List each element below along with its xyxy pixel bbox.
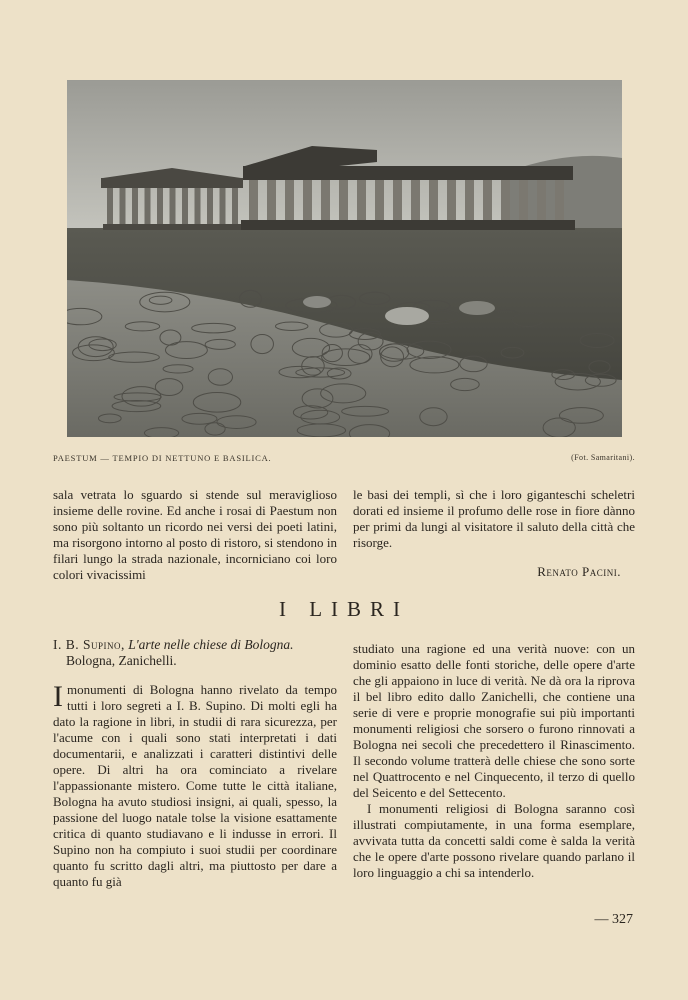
basilica-column (220, 188, 226, 224)
temple-column (465, 180, 474, 220)
basilica-column (195, 188, 201, 224)
basilica-column (145, 188, 151, 224)
temple-column (375, 180, 384, 220)
temple-column (285, 180, 294, 220)
article-paragraph: sala vetrata lo sguardo si stende sul meraviglioso insieme delle rovine. Ed anche i rosai di Paestum non sono più soltanto un ricordo nei versi dei poeti latini, ma risorgono intorno al posto di ristoro, si stendono in filari lungo la strada nazionale, incorniciano coi loro colori vivacissimi (53, 487, 337, 582)
article-end-right-column (353, 487, 635, 551)
review-paragraph-text: monumenti di Bologna hanno rivelato da tempo tutti i loro segreti a I. B. Supino. Di molti egli ha dato la ragione in libri, in studii di rara sicurezza, per l'acume con i quali sono stati interpretati i dati documentarii, e analizzati i caratteri distintivi delle opere. Di altri ha ora cominciato a rivelare l'appassionante mistero. Come tutte le città italiane, Bologna ha avuto studiosi insigni, ai quali, spesso, la passione del luogo natale tolse la visione esattamente critica di quanto studiavano e li indusse in errori. Il Supino non ha compiuto i suoi studii per coordinare quanto fu scritto dagli altri, ma piuttosto per dare a quanto fu già (53, 682, 337, 889)
photo-credit: (Fot. Samaritani). (571, 453, 635, 462)
temple-column (537, 180, 546, 220)
author-signature: Renato Pacini. (537, 564, 621, 579)
article-paragraph: le basi dei templi, sì che i loro giganteschi scheletri dorati ed insieme il profumo delle rose in fiore dànno per primi da lungi al visitatore il saluto della città che risorge. (353, 487, 635, 550)
basilica-column (207, 188, 213, 224)
review-paragraph: studiato una ragione ed una verità nuove: con un dominio esatto delle fonti storiche, delle opere d'arte che gli appaiono in luce di verità. Ne dà ora la riprova il bel libro edito dallo Zanichelli, che contiene una serie di vere e proprie monografie sui più importanti monumenti religiosi che sorsero o furono rinnovati a Bologna nei secoli che precedettero il Rinascimento. Il secondo volume tratterà delle chiese che sono sorte nel Quattrocento e nel Cinquecento, il terzo di quello del Seicento e del Settecento. (353, 641, 635, 800)
book-author: I. B. Supino, (53, 637, 125, 652)
basilica-column (232, 188, 238, 224)
book-reference (53, 637, 343, 669)
temple-column (393, 180, 402, 220)
review-left-column (53, 682, 337, 890)
temple-column (411, 180, 420, 220)
basilica-column (182, 188, 188, 224)
review-right-column (353, 641, 635, 881)
temple-column (555, 180, 564, 220)
section-title: I LIBRI (278, 597, 410, 621)
temple-column (357, 180, 366, 220)
temple-column (519, 180, 528, 220)
temple-column (501, 180, 510, 220)
basilica-column (107, 188, 113, 224)
temple-column (249, 180, 258, 220)
temple-column (267, 180, 276, 220)
temple-column (321, 180, 330, 220)
temple-column (429, 180, 438, 220)
temple-column (303, 180, 312, 220)
temple-photograph-illustration (67, 80, 622, 437)
basilica-column (170, 188, 176, 224)
temple-column (339, 180, 348, 220)
book-title: L'arte nelle chiese di Bologna. (128, 637, 294, 652)
drop-cap: I (53, 680, 63, 713)
photo-caption: PAESTUM — TEMPIO DI NETTUNO E BASILICA. (53, 453, 272, 463)
article-end-left-column (53, 487, 337, 583)
basilica-column (120, 188, 126, 224)
temple-column (483, 180, 492, 220)
paestum-temple-photo (67, 80, 622, 437)
temple-column (447, 180, 456, 220)
page-number: — 327 (594, 912, 633, 927)
basilica-column (157, 188, 163, 224)
review-paragraph (53, 682, 337, 890)
review-paragraph: I monumenti religiosi di Bologna saranno così illustrati compiutamente, in una forma esemplare, avvivata tutta da concetti saldi come è salda la verità che le opere d'arte possono rivelare quando parlano il loro linguaggio a chi sa intenderlo. (353, 801, 635, 880)
book-publisher: Bologna, Zanichelli. (66, 653, 177, 668)
basilica-column (132, 188, 138, 224)
